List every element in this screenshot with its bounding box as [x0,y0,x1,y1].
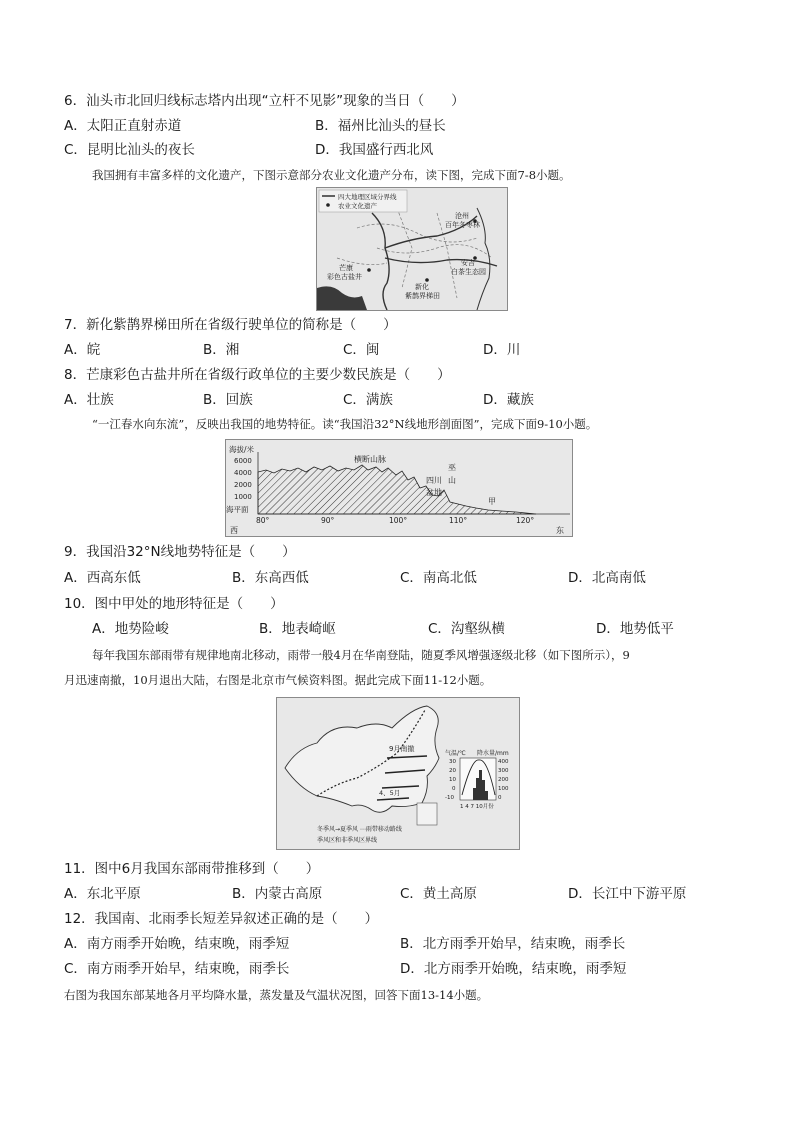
q9-option-d: D．北高南低 [568,570,646,586]
sept-retreat-label: 9月南撤 [389,745,415,753]
temp-tick-10: 10 [449,777,456,783]
jia-label: 甲 [488,497,496,506]
q9-option-c: C．南高北低 [400,570,477,586]
west-label: 西 [230,526,238,535]
cangzhou-label: 沧州 [455,212,469,220]
heritage-map [316,187,508,311]
q6-option-a: A．太阳正直射赤道 [64,118,182,134]
anji-label-2: 白茶生态园 [451,268,486,276]
temp-tick-minus10: -10 [445,795,454,801]
q6-stem: 6．汕头市北回归线标志塔内出现“立杆不见影”现象的当日（ ） [64,93,465,109]
q11-stem: 11．图中6月我国东部雨带推移到（ ） [64,861,320,877]
q10-option-b: B．地表崎岖 [259,621,336,637]
q7-option-d: D．川 [483,342,521,358]
q12-stem: 12．我国南、北雨季长短差异叙述正确的是（ ） [64,911,379,927]
legend-heritage-label: 农业文化遗产 [338,202,377,210]
xtick-100: 100° [389,516,408,525]
q10-option-c: C．沟壑纵横 [428,621,505,637]
q7-option-a: A．皖 [64,342,101,358]
intro-13-14: 右图为我国东部某地各月平均降水量，蒸发量及气温状况图，回答下面13-14小题。 [64,988,489,1002]
ytick-2000: 2000 [234,481,252,489]
q10-stem: 10．图中甲处的地形特征是（ ） [64,596,284,612]
sea-level-label: 海平面 [226,505,249,514]
anji-label: 安吉 [461,259,475,267]
q8-stem: 8．芒康彩色古盐井所在省级行政单位的主要少数民族是（ ） [64,367,451,383]
ytick-6000: 6000 [234,457,252,465]
xtick-90: 90° [321,516,335,525]
wushan-label-2: 山 [448,476,456,485]
precip-tick-300: 300 [498,768,509,774]
intro-11-12-line2: 月迅速南撤，10月退出大陆，右图是北京市气候资料图。据此完成下面11-12小题。 [64,673,492,687]
cangzhou-label-2: 百年冬枣林 [445,221,480,229]
temp-axis-label: 气温/℃ [445,750,466,757]
q9-stem: 9．我国沿32°N线地势特征是（ ） [64,544,296,560]
precip-tick-100: 100 [498,786,509,792]
intro-11-12-line1: 每年我国东部雨带有规律地南北移动，雨带一般4月在华南登陆，随夏季风增强逐级北移（如下图所示），9 [92,648,630,662]
east-label: 东 [556,526,564,535]
terrain-profile [225,439,573,537]
q12-option-c: C．南方雨季开始早，结束晚，雨季长 [64,961,290,977]
q9-option-b: B．东高西低 [232,570,309,586]
q6-option-b: B．福州比汕头的昼长 [315,118,446,134]
month-axis: 1 4 7 10月份 [460,804,494,810]
q8-option-d: D．藏族 [483,392,534,408]
mangkang-point [367,268,371,272]
xtick-110: 110° [449,516,468,525]
q12-option-d: D．北方雨季开始晚，结束晚，雨季短 [400,961,627,977]
precip-axis-label: 降水量/mm [477,750,509,757]
xinhua-point [425,278,429,282]
temp-tick-20: 20 [449,768,456,774]
sichuan-label-2: 盆地 [426,488,442,497]
xtick-80: 80° [256,516,270,525]
temp-tick-0: 0 [452,786,456,792]
sichuan-label-1: 四川 [426,476,442,485]
apr-may-label: 4、5月 [379,789,401,797]
q8-option-b: B．回族 [203,392,253,408]
hengduan-label: 横断山脉 [354,455,386,464]
ytick-1000: 1000 [234,493,252,501]
precip-tick-0: 0 [498,795,502,801]
q11-option-d: D．长江中下游平原 [568,886,687,902]
map2-legend-2: 季风区和非季风区界线 [317,837,378,844]
q12-option-b: B．北方雨季开始早，结束晚，雨季长 [400,936,626,952]
wushan-label-1: 巫 [448,463,456,472]
mangkang-label: 芒康 [339,264,353,272]
intro-7-8: 我国拥有丰富多样的文化遗产，下图示意部分农业文化遗产分布，读下图，完成下面7-8小题。 [92,168,571,182]
rainbelt-map [276,697,520,850]
precip-tick-200: 200 [498,777,509,783]
q6-option-d: D．我国盛行西北风 [315,142,434,158]
q11-option-a: A．东北平原 [64,886,141,902]
q6-option-c: C．昆明比汕头的夜长 [64,142,195,158]
profile-ylabel: 海拔/米 [229,445,255,454]
xinhua-label-2: 紫鹊界梯田 [405,292,440,300]
temp-tick-30: 30 [449,759,456,765]
legend-heritage-dot [326,203,330,207]
intro-9-10: “一江春水向东流”，反映出我国的地势特征。读“我国沿32°N线地形剖面图”，完成下面9-10小题。 [92,417,598,431]
q12-option-a: A．南方雨季开始晚，结束晚，雨季短 [64,936,290,952]
q9-option-a: A．西高东低 [64,570,141,586]
q10-option-d: D．地势低平 [596,621,674,637]
ytick-4000: 4000 [234,469,252,477]
q7-option-b: B．湘 [203,342,240,358]
legend-boundary-label: 四大地理区域分界线 [338,193,397,201]
q11-option-c: C．黄土高原 [400,886,477,902]
q11-option-b: B．内蒙古高原 [232,886,323,902]
q7-option-c: C．闽 [343,342,380,358]
map2-legend-1: 冬季风→夏季风 ⋯雨带移动路线 [317,826,402,833]
xinhua-label: 新化 [415,283,429,291]
q10-option-a: A．地势险峻 [92,621,169,637]
xtick-120: 120° [516,516,535,525]
q7-stem: 7．新化紫鹊界梯田所在省级行驶单位的简称是（ ） [64,317,397,333]
q8-option-a: A．壮族 [64,392,114,408]
precip-tick-400: 400 [498,759,509,765]
mangkang-label-2: 彩色古盐井 [327,273,362,281]
q8-option-c: C．满族 [343,392,393,408]
